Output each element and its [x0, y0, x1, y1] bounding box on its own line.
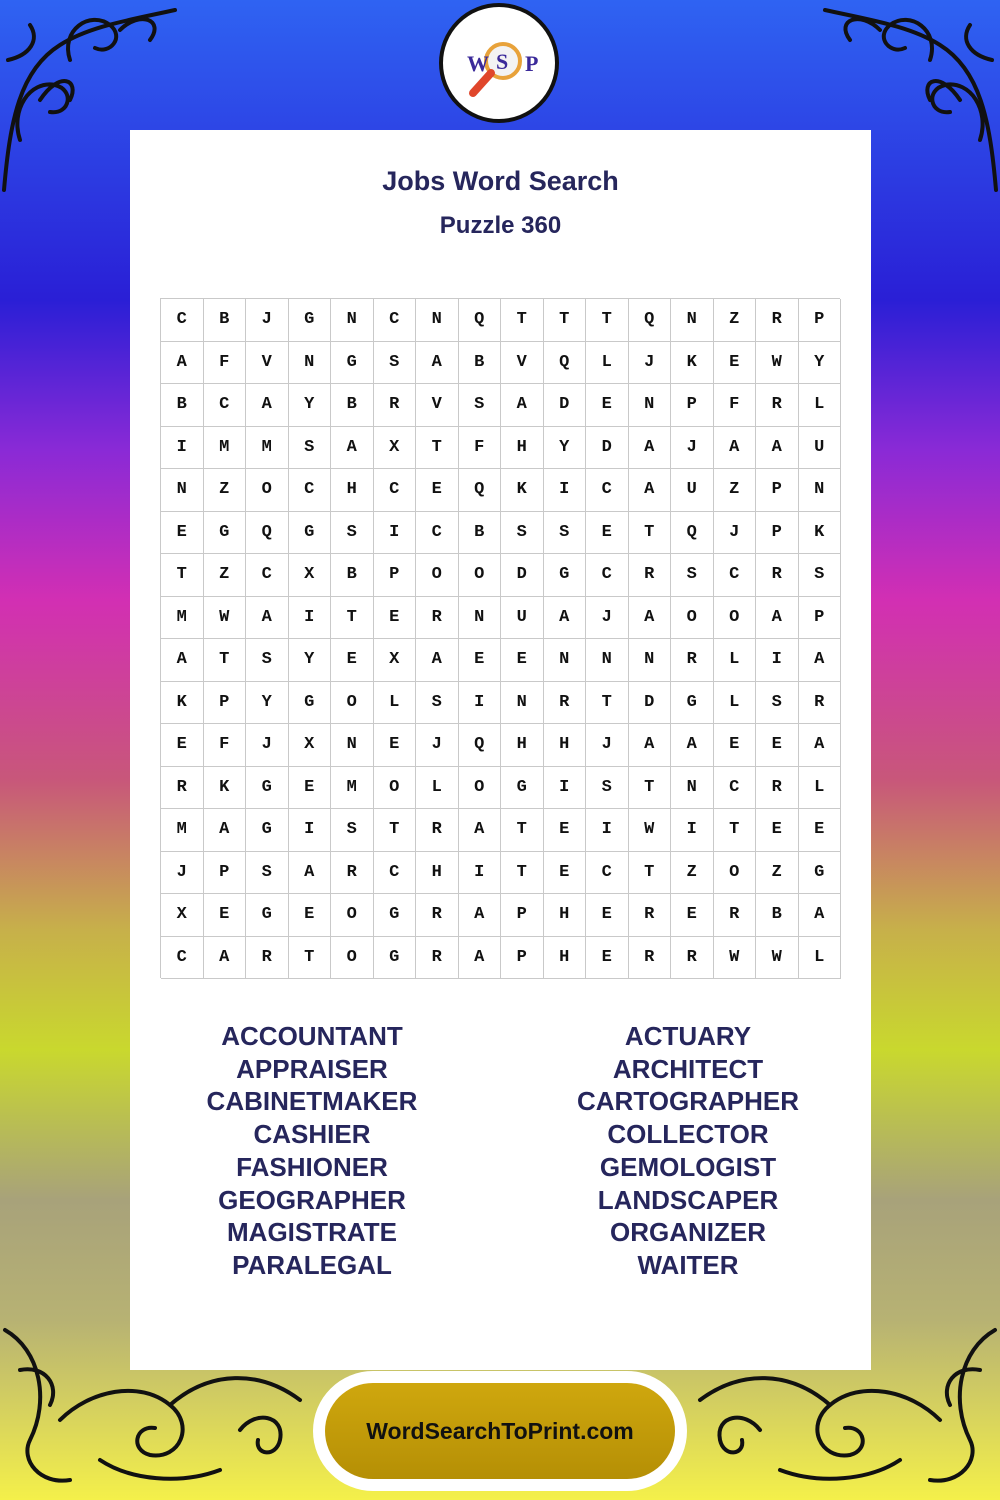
word-list-item: CARTOGRAPHER — [577, 1086, 799, 1117]
grid-cell[interactable]: S — [799, 554, 842, 597]
grid-cell[interactable]: X — [289, 724, 332, 767]
grid-cell[interactable]: E — [756, 809, 799, 852]
word-list-item: GEMOLOGIST — [599, 1151, 777, 1182]
grid-cell[interactable]: J — [161, 852, 204, 895]
grid-cell[interactable]: G — [204, 512, 247, 555]
grid-cell[interactable]: G — [331, 342, 374, 385]
grid-cell[interactable]: E — [544, 852, 587, 895]
grid-cell[interactable]: A — [246, 384, 289, 427]
grid-cell[interactable]: T — [501, 809, 544, 852]
grid-cell[interactable]: E — [586, 384, 629, 427]
grid-cell[interactable]: K — [799, 512, 842, 555]
grid-cell[interactable]: A — [799, 894, 842, 937]
grid-cell[interactable]: N — [161, 469, 204, 512]
grid-cell[interactable]: V — [501, 342, 544, 385]
grid-cell[interactable]: R — [246, 937, 289, 980]
grid-cell[interactable]: T — [714, 809, 757, 852]
grid-cell[interactable]: R — [799, 682, 842, 725]
word-list-item: ACCOUNTANT — [221, 1021, 403, 1051]
grid-cell[interactable]: A — [501, 384, 544, 427]
grid-cell[interactable]: I — [544, 767, 587, 810]
grid-cell[interactable]: C — [374, 852, 417, 895]
grid-cell[interactable]: R — [374, 384, 417, 427]
grid-cell[interactable]: F — [459, 427, 502, 470]
grid-cell[interactable]: N — [671, 299, 714, 342]
grid-cell[interactable]: X — [374, 427, 417, 470]
grid-cell[interactable]: H — [544, 894, 587, 937]
grid-cell[interactable]: A — [714, 427, 757, 470]
grid-cell[interactable]: R — [161, 767, 204, 810]
grid-cell[interactable]: A — [629, 724, 672, 767]
grid-cell[interactable]: I — [289, 809, 332, 852]
grid-cell[interactable]: P — [799, 597, 842, 640]
grid-cell[interactable]: E — [756, 724, 799, 767]
grid-cell[interactable]: M — [204, 427, 247, 470]
word-list-item: FASHIONER — [236, 1151, 388, 1182]
grid-cell[interactable]: T — [629, 852, 672, 895]
grid-cell[interactable]: R — [629, 937, 672, 980]
grid-cell[interactable]: T — [629, 512, 672, 555]
grid-cell[interactable]: T — [629, 767, 672, 810]
grid-cell[interactable]: N — [501, 682, 544, 725]
grid-cell[interactable]: Q — [671, 512, 714, 555]
grid-cell[interactable]: C — [416, 512, 459, 555]
grid-cell[interactable]: A — [629, 427, 672, 470]
grid-cell[interactable]: Q — [544, 342, 587, 385]
grid-cell[interactable]: A — [416, 342, 459, 385]
grid-cell[interactable]: S — [246, 639, 289, 682]
word-list-item: LANDSCAPER — [597, 1184, 779, 1215]
grid-cell[interactable]: C — [246, 554, 289, 597]
letter-grid[interactable] — [160, 298, 840, 978]
logo-letter-w: W — [467, 51, 489, 76]
grid-cell[interactable]: O — [714, 597, 757, 640]
grid-cell[interactable]: E — [416, 469, 459, 512]
grid-cell[interactable]: I — [161, 427, 204, 470]
grid-cell[interactable]: I — [671, 809, 714, 852]
grid-cell[interactable]: A — [459, 937, 502, 980]
grid-cell[interactable]: E — [671, 894, 714, 937]
grid-cell[interactable]: T — [374, 809, 417, 852]
grid-cell[interactable]: E — [544, 809, 587, 852]
grid-cell[interactable]: R — [756, 554, 799, 597]
grid-cell[interactable]: I — [374, 512, 417, 555]
grid-cell[interactable]: S — [501, 512, 544, 555]
grid-cell[interactable]: W — [204, 597, 247, 640]
grid-cell[interactable]: R — [756, 767, 799, 810]
grid-cell[interactable]: Y — [544, 427, 587, 470]
grid-cell[interactable]: J — [629, 342, 672, 385]
grid-cell[interactable]: L — [586, 342, 629, 385]
grid-cell[interactable]: K — [161, 682, 204, 725]
grid-cell[interactable]: A — [331, 427, 374, 470]
grid-cell[interactable]: P — [501, 937, 544, 980]
grid-cell[interactable]: M — [161, 809, 204, 852]
grid-cell[interactable]: J — [586, 724, 629, 767]
grid-cell[interactable]: Q — [629, 299, 672, 342]
grid-cell[interactable]: A — [246, 597, 289, 640]
grid-cell[interactable]: A — [161, 639, 204, 682]
grid-cell[interactable]: N — [586, 639, 629, 682]
grid-cell[interactable]: A — [544, 597, 587, 640]
grid-cell[interactable]: U — [501, 597, 544, 640]
grid-cell[interactable]: O — [671, 597, 714, 640]
grid-cell[interactable]: N — [331, 724, 374, 767]
grid-cell[interactable]: W — [756, 937, 799, 980]
grid-cell[interactable]: L — [714, 682, 757, 725]
grid-cell[interactable]: V — [416, 384, 459, 427]
grid-cell[interactable]: B — [756, 894, 799, 937]
grid-cell[interactable]: T — [161, 554, 204, 597]
grid-cell[interactable]: Z — [756, 852, 799, 895]
grid-cell[interactable]: P — [671, 384, 714, 427]
grid-cell[interactable]: Z — [714, 299, 757, 342]
grid-cell[interactable]: I — [459, 852, 502, 895]
grid-cell[interactable]: O — [416, 554, 459, 597]
grid-cell[interactable]: F — [204, 342, 247, 385]
grid-cell[interactable]: P — [799, 299, 842, 342]
grid-cell[interactable]: D — [586, 427, 629, 470]
grid-cell[interactable]: S — [374, 342, 417, 385]
grid-cell[interactable]: U — [671, 469, 714, 512]
grid-cell[interactable]: Z — [714, 469, 757, 512]
grid-cell[interactable]: S — [756, 682, 799, 725]
grid-cell[interactable]: T — [289, 937, 332, 980]
grid-cell[interactable]: O — [246, 469, 289, 512]
grid-cell[interactable]: O — [331, 682, 374, 725]
grid-cell[interactable]: T — [586, 682, 629, 725]
grid-cell[interactable]: K — [204, 767, 247, 810]
grid-cell[interactable]: L — [714, 639, 757, 682]
grid-cell[interactable]: C — [374, 469, 417, 512]
grid-cell[interactable]: R — [671, 937, 714, 980]
grid-cell[interactable]: A — [204, 809, 247, 852]
grid-cell[interactable]: Z — [671, 852, 714, 895]
grid-cell[interactable]: D — [544, 384, 587, 427]
logo-letter-p: P — [525, 51, 539, 76]
grid-cell[interactable]: O — [331, 894, 374, 937]
grid-cell[interactable]: T — [416, 427, 459, 470]
grid-cell[interactable]: Q — [459, 724, 502, 767]
grid-cell[interactable]: R — [756, 299, 799, 342]
grid-cell[interactable]: C — [586, 469, 629, 512]
grid-cell[interactable]: H — [544, 724, 587, 767]
grid-cell[interactable]: C — [161, 299, 204, 342]
grid-cell[interactable]: H — [331, 469, 374, 512]
grid-cell[interactable]: E — [714, 342, 757, 385]
grid-cell[interactable]: P — [204, 852, 247, 895]
grid-cell[interactable]: B — [459, 512, 502, 555]
grid-cell[interactable]: L — [799, 384, 842, 427]
grid-cell[interactable]: W — [714, 937, 757, 980]
grid-cell[interactable]: A — [799, 724, 842, 767]
grid-cell[interactable]: B — [204, 299, 247, 342]
grid-cell[interactable]: E — [799, 809, 842, 852]
grid-cell[interactable]: Q — [246, 512, 289, 555]
grid-cell[interactable]: O — [714, 852, 757, 895]
grid-cell[interactable]: A — [161, 342, 204, 385]
grid-cell[interactable]: L — [799, 767, 842, 810]
grid-cell[interactable]: N — [544, 639, 587, 682]
grid-cell[interactable]: O — [374, 767, 417, 810]
grid-cell[interactable]: A — [629, 469, 672, 512]
grid-cell[interactable]: G — [374, 894, 417, 937]
grid-cell[interactable]: S — [671, 554, 714, 597]
grid-cell[interactable]: T — [501, 852, 544, 895]
grid-cell[interactable]: E — [501, 639, 544, 682]
grid-cell[interactable]: A — [799, 639, 842, 682]
grid-cell[interactable]: E — [586, 512, 629, 555]
grid-cell[interactable]: P — [756, 512, 799, 555]
grid-cell[interactable]: G — [501, 767, 544, 810]
puzzle-number: Puzzle 360 — [439, 212, 562, 239]
grid-cell[interactable]: E — [204, 894, 247, 937]
grid-cell[interactable]: S — [331, 809, 374, 852]
grid-cell[interactable]: E — [586, 894, 629, 937]
grid-cell[interactable]: E — [714, 724, 757, 767]
grid-cell[interactable]: I — [586, 809, 629, 852]
grid-cell[interactable]: W — [629, 809, 672, 852]
word-list-item: APPRAISER — [236, 1053, 388, 1084]
grid-cell[interactable]: S — [416, 682, 459, 725]
grid-cell[interactable]: T — [544, 299, 587, 342]
grid-cell[interactable]: F — [204, 724, 247, 767]
grid-cell[interactable]: E — [374, 597, 417, 640]
grid-cell[interactable]: E — [331, 639, 374, 682]
grid-cell[interactable]: N — [629, 639, 672, 682]
grid-cell[interactable]: F — [714, 384, 757, 427]
grid-cell[interactable]: D — [629, 682, 672, 725]
grid-cell[interactable]: I — [544, 469, 587, 512]
grid-cell[interactable]: H — [501, 724, 544, 767]
grid-cell[interactable]: P — [204, 682, 247, 725]
grid-cell[interactable]: R — [331, 852, 374, 895]
grid-cell[interactable]: E — [289, 894, 332, 937]
grid-cell[interactable]: R — [416, 937, 459, 980]
grid-cell[interactable]: G — [289, 512, 332, 555]
grid-cell[interactable]: D — [501, 554, 544, 597]
grid-cell[interactable]: N — [459, 597, 502, 640]
grid-cell[interactable]: N — [799, 469, 842, 512]
grid-cell[interactable]: R — [714, 894, 757, 937]
puzzle-title: Jobs Word Search — [382, 166, 619, 196]
grid-cell[interactable]: R — [416, 597, 459, 640]
grid-cell[interactable]: M — [161, 597, 204, 640]
grid-cell[interactable]: Y — [246, 682, 289, 725]
grid-cell[interactable]: A — [671, 724, 714, 767]
grid-cell[interactable]: Z — [204, 469, 247, 512]
grid-cell[interactable]: E — [459, 639, 502, 682]
grid-cell[interactable]: J — [714, 512, 757, 555]
grid-cell[interactable]: J — [586, 597, 629, 640]
wsp-logo[interactable] — [439, 3, 559, 123]
grid-cell[interactable]: N — [289, 342, 332, 385]
grid-cell[interactable]: E — [161, 512, 204, 555]
grid-cell[interactable]: J — [246, 299, 289, 342]
puzzle-card — [130, 130, 871, 1370]
grid-cell[interactable]: N — [629, 384, 672, 427]
grid-cell[interactable]: R — [416, 894, 459, 937]
grid-cell[interactable]: X — [161, 894, 204, 937]
grid-cell[interactable]: R — [671, 639, 714, 682]
site-link-button[interactable]: WordSearchToPrint.com — [325, 1383, 675, 1479]
grid-cell[interactable]: R — [756, 384, 799, 427]
grid-cell[interactable]: A — [629, 597, 672, 640]
grid-cell[interactable]: Y — [289, 384, 332, 427]
grid-cell[interactable]: T — [501, 299, 544, 342]
grid-cell[interactable]: X — [289, 554, 332, 597]
grid-cell[interactable]: S — [289, 427, 332, 470]
grid-cell[interactable]: G — [544, 554, 587, 597]
word-list-item: CASHIER — [253, 1119, 371, 1150]
word-list-item: MAGISTRATE — [227, 1217, 397, 1248]
grid-cell[interactable]: Q — [459, 469, 502, 512]
grid-cell[interactable]: E — [374, 724, 417, 767]
grid-cell[interactable]: G — [671, 682, 714, 725]
grid-cell[interactable]: G — [289, 299, 332, 342]
grid-cell[interactable]: S — [544, 512, 587, 555]
grid-cell[interactable]: G — [246, 894, 289, 937]
grid-cell[interactable]: M — [246, 427, 289, 470]
word-list-item: ACTUARY — [624, 1021, 752, 1051]
word-list-item: PARALEGAL — [232, 1249, 392, 1280]
grid-cell[interactable]: H — [544, 937, 587, 980]
grid-cell[interactable]: Z — [204, 554, 247, 597]
grid-cell[interactable]: A — [204, 937, 247, 980]
grid-cell[interactable]: M — [331, 767, 374, 810]
magnifier-icon — [443, 7, 555, 119]
grid-cell[interactable]: E — [161, 724, 204, 767]
grid-cell[interactable]: S — [459, 384, 502, 427]
word-list-item: WAITER — [637, 1249, 739, 1280]
grid-cell[interactable]: C — [586, 852, 629, 895]
grid-cell[interactable]: O — [331, 937, 374, 980]
grid-cell[interactable]: H — [416, 852, 459, 895]
grid-cell[interactable]: C — [204, 384, 247, 427]
grid-cell[interactable]: A — [459, 894, 502, 937]
grid-cell[interactable]: J — [671, 427, 714, 470]
grid-cell[interactable]: Q — [459, 299, 502, 342]
grid-cell[interactable]: C — [374, 299, 417, 342]
grid-cell[interactable]: N — [416, 299, 459, 342]
grid-cell[interactable]: I — [289, 597, 332, 640]
word-list-left — [162, 1020, 462, 1282]
grid-cell[interactable]: N — [331, 299, 374, 342]
word-list-item: ARCHITECT — [612, 1053, 764, 1084]
grid-cell[interactable]: O — [459, 767, 502, 810]
grid-cell[interactable]: B — [459, 342, 502, 385]
grid-cell[interactable]: P — [374, 554, 417, 597]
grid-cell[interactable]: N — [671, 767, 714, 810]
grid-cell[interactable]: G — [246, 767, 289, 810]
word-list-item: COLLECTOR — [607, 1119, 769, 1150]
grid-cell[interactable]: C — [161, 937, 204, 980]
grid-cell[interactable]: S — [586, 767, 629, 810]
grid-cell[interactable]: Y — [799, 342, 842, 385]
grid-cell[interactable]: V — [246, 342, 289, 385]
grid-cell[interactable]: L — [374, 682, 417, 725]
grid-cell[interactable]: E — [289, 767, 332, 810]
grid-cell[interactable]: B — [331, 384, 374, 427]
grid-cell[interactable]: I — [756, 639, 799, 682]
grid-cell[interactable]: H — [501, 427, 544, 470]
grid-cell[interactable]: B — [331, 554, 374, 597]
grid-cell[interactable]: G — [799, 852, 842, 895]
grid-cell[interactable]: R — [629, 894, 672, 937]
grid-cell[interactable]: J — [416, 724, 459, 767]
grid-cell[interactable]: W — [756, 342, 799, 385]
grid-cell[interactable]: P — [501, 894, 544, 937]
grid-cell[interactable]: G — [246, 809, 289, 852]
grid-cell[interactable]: T — [204, 639, 247, 682]
grid-cell[interactable]: G — [289, 682, 332, 725]
grid-cell[interactable]: C — [586, 554, 629, 597]
grid-cell[interactable]: S — [331, 512, 374, 555]
grid-cell[interactable]: C — [714, 767, 757, 810]
grid-cell[interactable]: R — [544, 682, 587, 725]
logo-letter-s: S — [496, 49, 509, 74]
word-list-item: CABINETMAKER — [206, 1086, 418, 1117]
grid-cell[interactable]: B — [161, 384, 204, 427]
word-list-item: GEOGRAPHER — [218, 1184, 406, 1215]
grid-cell[interactable]: O — [459, 554, 502, 597]
grid-cell[interactable]: A — [756, 427, 799, 470]
grid-cell[interactable]: L — [416, 767, 459, 810]
grid-cell[interactable]: K — [501, 469, 544, 512]
grid-cell[interactable]: C — [289, 469, 332, 512]
word-list-right — [538, 1020, 838, 1282]
grid-cell[interactable]: T — [331, 597, 374, 640]
word-list-item: ORGANIZER — [610, 1217, 766, 1248]
grid-cell[interactable]: S — [246, 852, 289, 895]
grid-cell[interactable]: L — [799, 937, 842, 980]
grid-cell[interactable]: R — [416, 809, 459, 852]
grid-cell[interactable]: A — [756, 597, 799, 640]
grid-cell[interactable]: A — [416, 639, 459, 682]
grid-cell[interactable]: Y — [289, 639, 332, 682]
grid-cell[interactable]: C — [714, 554, 757, 597]
grid-cell[interactable]: T — [586, 299, 629, 342]
grid-cell[interactable]: U — [799, 427, 842, 470]
grid-cell[interactable]: R — [629, 554, 672, 597]
grid-cell[interactable]: A — [289, 852, 332, 895]
grid-cell[interactable]: A — [459, 809, 502, 852]
grid-cell[interactable]: K — [671, 342, 714, 385]
grid-cell[interactable]: J — [246, 724, 289, 767]
grid-cell[interactable]: E — [586, 937, 629, 980]
grid-cell[interactable]: G — [374, 937, 417, 980]
grid-cell[interactable]: I — [459, 682, 502, 725]
grid-cell[interactable]: X — [374, 639, 417, 682]
grid-cell[interactable]: P — [756, 469, 799, 512]
